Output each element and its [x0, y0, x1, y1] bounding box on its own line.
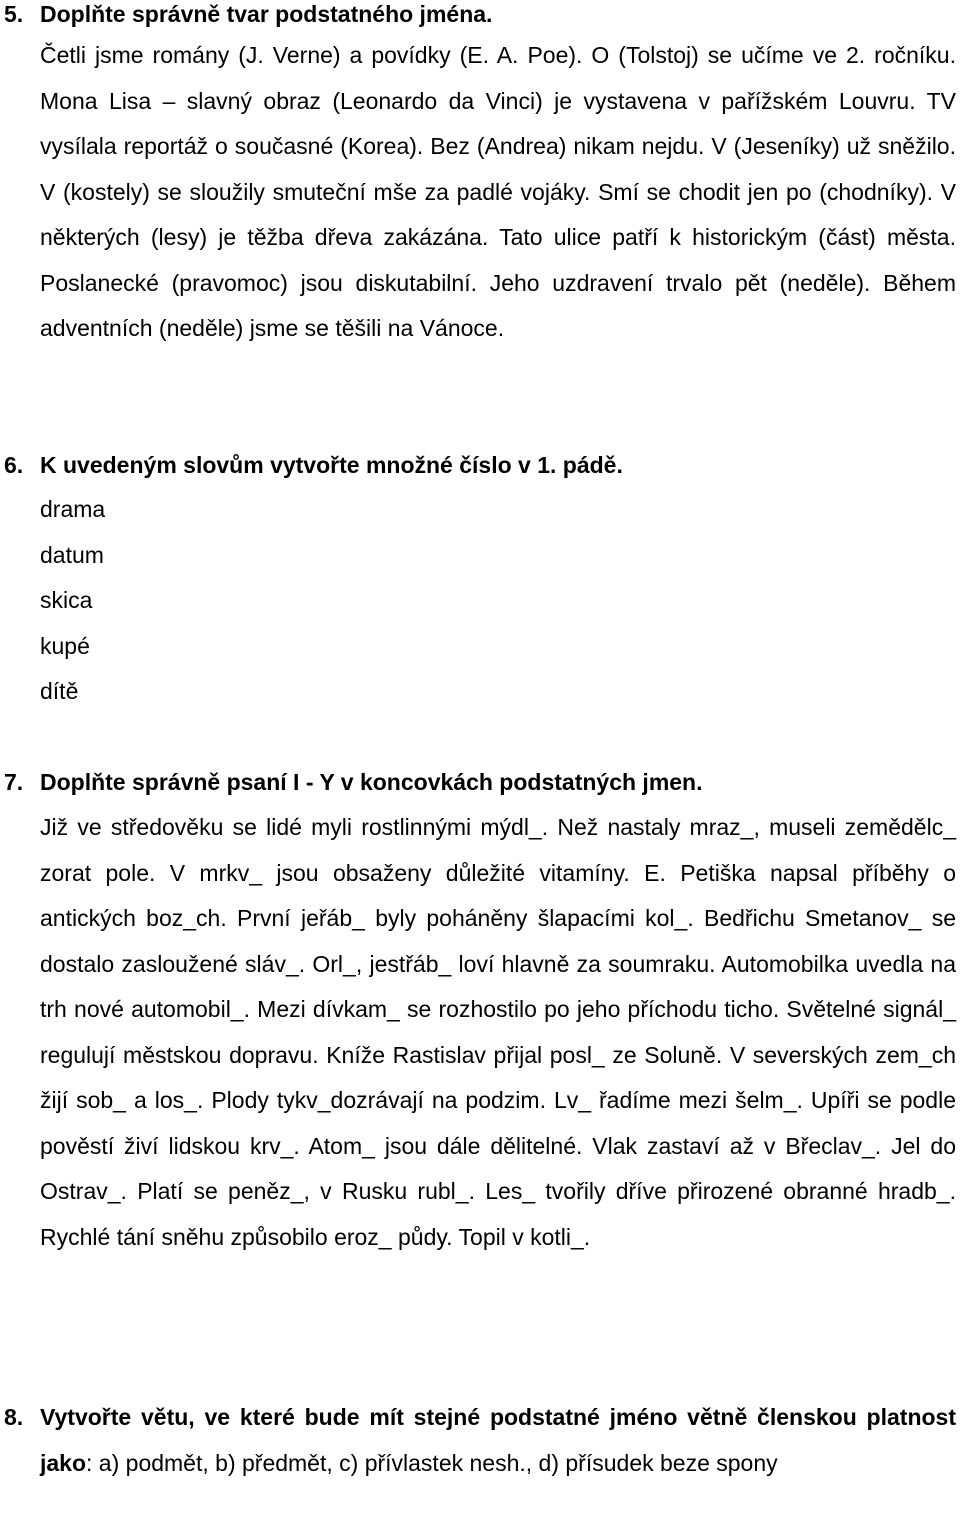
task8-rest: : a) podmět, b) předmět, c) přívlastek nesh., d) přísudek beze spony [86, 1449, 778, 1476]
task5-exercise-text: Četli jsme romány (J. Verne) a povídky (E. A. Poe). O (Tolstoj) se učíme ve 2. ročníku. Mona Lisa – slavný obraz (Leonardo da Vinci) je vystavena v pařížském Louvru. TV vysílala reportáž o současné (Korea). Bez (Andrea) nikam nejdu. V (Jeseníky) už sněžilo. V (kostely) se sloužily smuteční mše za padlé vojáky. Smí se chodit jen po (chodníky). V některých (lesy) je těžba dřeva zakázána. Tato ulice patří k historickým (část) města. Poslanecké (pravomoc) jsou diskutabilní. Jeho uzdravení trvalo pět (neděle). Během adventních (neděle) jsme se těšili na Vánoce. [40, 42, 956, 341]
task6-number: 6. [4, 452, 24, 478]
word-item: kupé [40, 632, 90, 659]
word-item: datum [40, 541, 104, 568]
word-item: dítě [40, 678, 79, 704]
task8-heading-bold: Vytvořte větu, ve které bude mít stejné podstatné jméno větně členskou platnost jako [40, 1404, 956, 1476]
task5-number: 5. [4, 1, 24, 27]
task7-exercise-text: Již ve středověku se lidé myli rostlinnými mýdl_. Než nastaly mraz_, museli zemědělc_ zorat pole. V mrkv_ jsou obsaženy důležité vitamíny. E. Petiška napsal příběhy o antických boz_ch. První jeřáb_ byly poháněny šlapacími kol_. Bedřichu Smetanov_ se dostalo zasloužené sláv_. Orl_, jestřáb_ loví hlavně za soumraku. Automobilka uvedla na trh nové automobil_. Mezi dívkam_ se rozhostilo po jeho příchodu ticho. Světelné signál_ regulují městskou dopravu. Kníže Rastislav přijal posl_ ze Soluně. V severských zem_ch žijí sob_ a los_. Plody tykv_dozrávají na podzim. Lv_ řadíme mezi šelm_. Upíři se podle pověstí živí lidskou krv_. Atom_ jsou dále dělitelné. Vlak zastaví až v Břeclav_. Jel do Ostrav_. Platí se peněz_, v Rusku rubl_. Les_ tvořily dříve přirozené obranné hradb_. Rychlé tání sněhu způsobilo eroz_ půdy. Topil v kotli_. [40, 814, 956, 1250]
task6-heading-text: K uvedeným slovům vytvořte množné číslo v 1. pádě. [40, 452, 623, 478]
word-item: drama [40, 496, 106, 522]
word-item: skica [40, 587, 93, 613]
task8-text [40, 1395, 956, 1486]
task7-heading-text: Doplňte správně psaní I - Y v koncovkách podstatných jmen. [40, 769, 703, 795]
task5-heading-text: Doplňte správně tvar podstatného jména. [40, 1, 493, 27]
task7-number: 7. [4, 769, 24, 795]
task8-number: 8. [4, 1404, 24, 1430]
task6-word-list [40, 487, 105, 715]
